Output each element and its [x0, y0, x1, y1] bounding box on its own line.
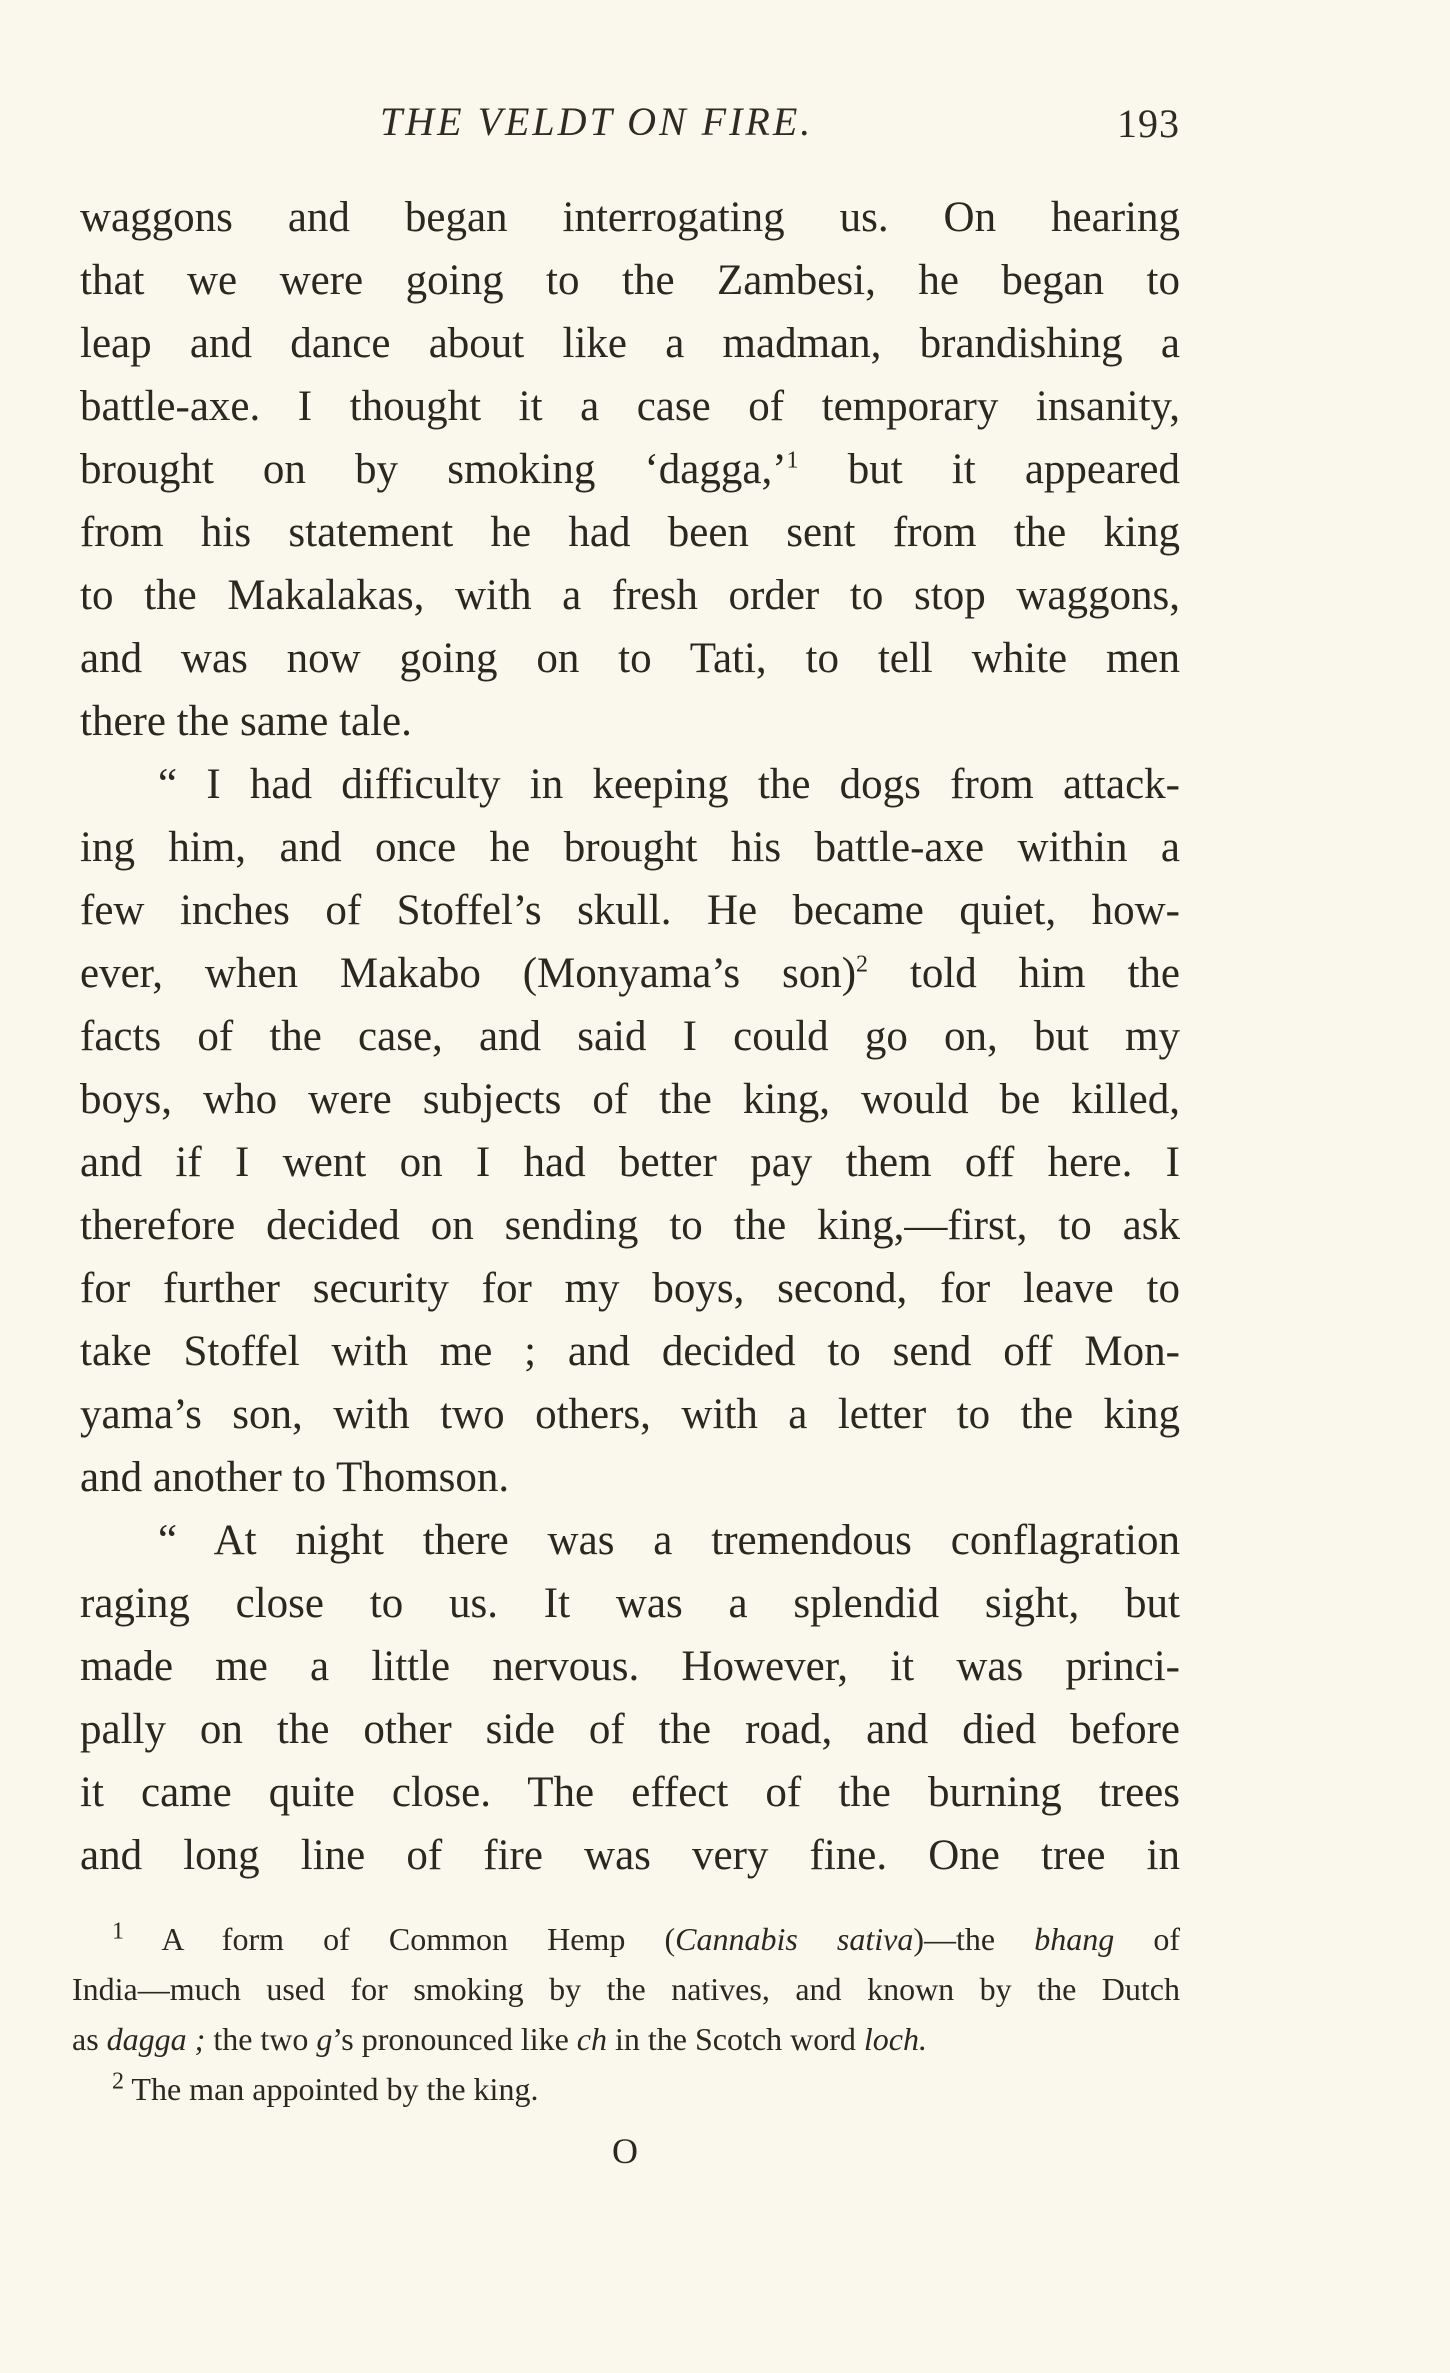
text-line: and if I went on I had better pay them off here. I	[80, 1139, 1180, 1186]
footnote-2-line	[72, 2064, 1180, 2114]
footnote-ref-2: 2	[856, 951, 869, 978]
text-line: for further security for my boys, second, for leave to	[80, 1265, 1180, 1312]
fn-italic: g	[316, 2021, 333, 2057]
fn-italic: Cannabis sativa	[675, 1921, 914, 1957]
footnote-1-line	[72, 1914, 1180, 1964]
text-line: waggons and began interrogating us. On hearing	[80, 194, 1180, 241]
text-segment: brought on by smoking ‘dagga,’	[80, 446, 787, 493]
text-line: therefore decided on sending to the king,—first, to ask	[80, 1202, 1180, 1249]
text-line: boys, who were subjects of the king, would be killed,	[80, 1076, 1180, 1123]
footnote-1-line: India—much used for smoking by the natives, and known by the Dutch	[72, 1971, 1180, 2007]
fn-text: ’s pronounced like	[332, 2021, 577, 2057]
running-head	[80, 98, 1180, 158]
footnote-ref-1: 1	[786, 447, 799, 474]
text-line: there the same tale.	[80, 698, 412, 745]
signature-mark: O	[612, 2131, 638, 2171]
text-segment: ever, when Makabo (Monyama’s son)	[80, 950, 857, 997]
text-line: take Stoffel with me ; and decided to send off Mon-	[80, 1328, 1180, 1375]
text-line-with-footnote-1	[80, 438, 1180, 501]
footnote-2-number: 2	[112, 2068, 124, 2095]
fn-text: A form of Common Hemp (	[124, 1921, 676, 1957]
text-line: from his statement he had been sent from the king	[80, 509, 1180, 556]
running-title: THE VELDT ON FIRE.	[380, 99, 814, 144]
fn-text: of	[1114, 1921, 1181, 1957]
text-line: that we were going to the Zambesi, he began to	[80, 257, 1180, 304]
footnote-1-number: 1	[112, 1918, 124, 1945]
fn-italic: loch.	[863, 2021, 927, 2057]
text-line: “ I had difficulty in keeping the dogs from attack-	[158, 761, 1180, 808]
text-line: and was now going on to Tati, to tell white men	[80, 635, 1180, 682]
page-number: 193	[1117, 101, 1180, 146]
fn-text: the two	[205, 2021, 317, 2057]
fn-text: )—the	[913, 1921, 1035, 1957]
footnotes	[72, 1914, 1180, 2114]
text-line: made me a little nervous. However, it was princi-	[80, 1643, 1180, 1690]
text-line: to the Makalakas, with a fresh order to stop waggons,	[80, 572, 1180, 619]
text-line: few inches of Stoffel’s skull. He became quiet, how-	[80, 887, 1180, 934]
text-segment: but it appeared	[798, 446, 1180, 493]
text-line: and another to Thomson.	[80, 1454, 510, 1501]
fn-text: The man appointed by the king.	[124, 2071, 539, 2107]
body-text	[80, 186, 1180, 1887]
fn-text: as	[72, 2021, 107, 2057]
footnote-1-line	[72, 2014, 1180, 2064]
text-line: leap and dance about like a madman, brandishing a	[80, 320, 1180, 367]
text-line: yama’s son, with two others, with a letter to the king	[80, 1391, 1180, 1438]
text-line: facts of the case, and said I could go on, but my	[80, 1013, 1180, 1060]
fn-italic: ch	[576, 2021, 607, 2057]
text-line: pally on the other side of the road, and died before	[80, 1706, 1180, 1753]
text-line: ing him, and once he brought his battle-axe within a	[80, 824, 1180, 871]
text-line-with-footnote-2	[80, 942, 1180, 1005]
text-line: and long line of fire was very fine. One tree in	[80, 1832, 1180, 1879]
text-line: it came quite close. The effect of the burning trees	[80, 1769, 1180, 1816]
text-line: raging close to us. It was a splendid sight, but	[80, 1580, 1180, 1627]
text-line: “ At night there was a tremendous conflagration	[158, 1517, 1180, 1564]
fn-italic: dagga ;	[106, 2021, 206, 2057]
text-segment: told him the	[868, 950, 1180, 997]
fn-text: in the Scotch word	[607, 2021, 864, 2057]
text-line: battle-axe. I thought it a case of temporary insanity,	[80, 383, 1180, 430]
fn-italic: bhang	[1034, 1921, 1115, 1957]
